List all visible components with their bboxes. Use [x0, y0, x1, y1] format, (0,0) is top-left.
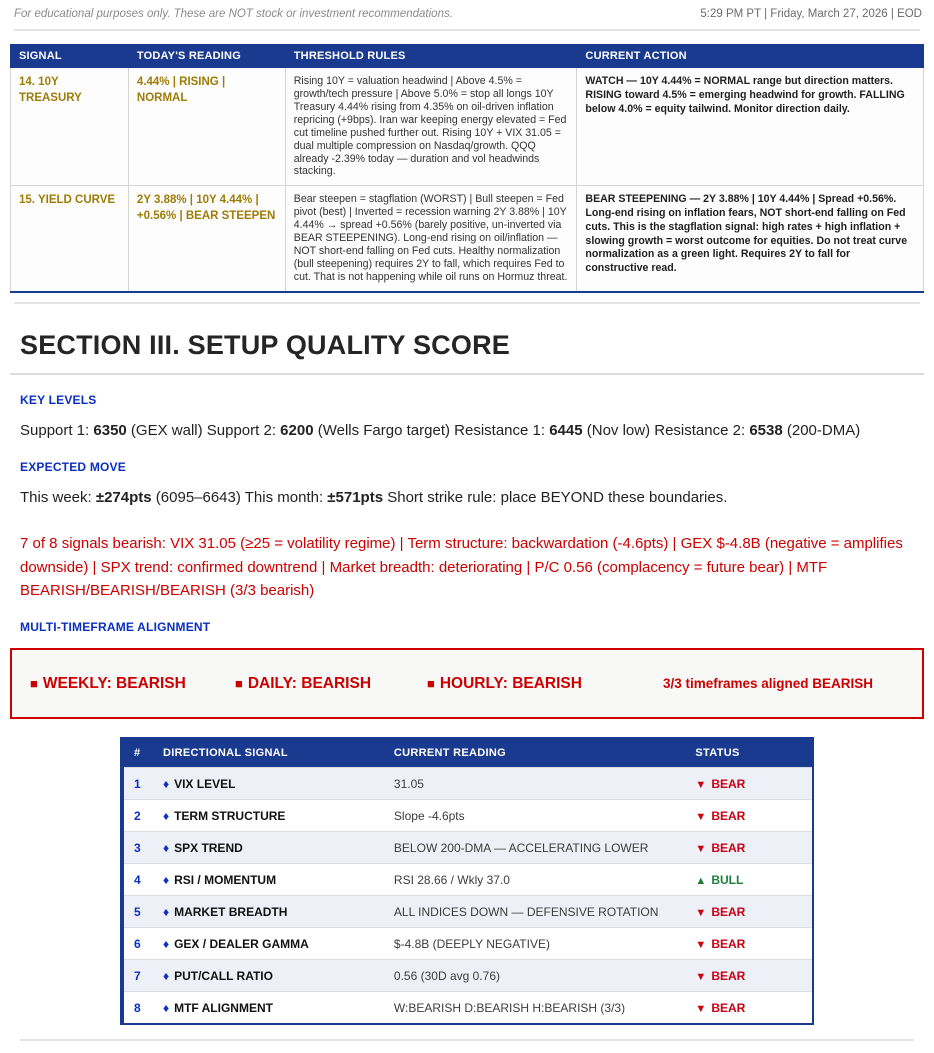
down-arrow-icon: ▼ [695, 1002, 707, 1015]
directional-table-section [120, 737, 814, 1025]
signal-reading: 4.44% | RISING | NORMAL [128, 68, 285, 186]
table-row [122, 864, 813, 896]
signal-action: WATCH — 10Y 4.44% = NORMAL range but direction matters. RISING toward 4.5% = emerging headwind for growth. FALLING below 4.0% = equity tailwind. Monitor direction daily. [577, 68, 924, 186]
diamond-icon: ♦ [162, 936, 170, 951]
signal-action: BEAR STEEPENING — 2Y 3.88% | 10Y 4.44% | Spread +0.56%. Long-end rising on inflation fears, NOT short-end falling on Fed cuts. This is the stagflation signal: high rates + high inflation + slowing growth = worst outcome for equities. Do not treat curve normalization as a green light. Requires 2Y to fall for constructive read. [577, 186, 924, 292]
bearish-signals-summary: 7 of 8 signals bearish: VIX 31.05 (≥25 = volatility regime) | Term structure: backwardation (-4.6pts) | GEX $-4.8B (negative = amplifies downside) | SPX trend: confirmed downtrend | Market breadth: deteriorating | P/C 0.56 (complacency = future bear) | MTF BEARISH/BEARISH/BEARISH (3/3 bearish) [20, 535, 903, 599]
status-badge: ▼ BEAR [685, 896, 813, 928]
row-number: 8 [122, 992, 153, 1024]
row-number: 2 [122, 800, 153, 832]
signal-name: ♦ RSI / MOMENTUM [153, 864, 384, 896]
col-header-current-action: CURRENT ACTION [577, 45, 924, 68]
row-number: 3 [122, 832, 153, 864]
section-divider [14, 302, 920, 304]
disclaimer-text: For educational purposes only. These are NOT stock or investment recommendations. [14, 8, 453, 20]
col-header-status: STATUS [685, 738, 813, 768]
signal-current-reading: $-4.8B (DEEPLY NEGATIVE) [384, 928, 686, 960]
table-row [122, 768, 813, 800]
expected-move-line: This week: ±274pts (6095–6643) This month: ±571pts Short strike rule: place BEYOND these boundaries. [20, 488, 728, 506]
red-square-icon: ■ [235, 676, 243, 692]
signal-current-reading: RSI 28.66 / Wkly 37.0 [384, 864, 686, 896]
status-badge: ▼ BEAR [685, 992, 813, 1024]
row-number: 4 [122, 864, 153, 896]
down-arrow-icon: ▼ [695, 842, 707, 855]
signal-current-reading: 0.56 (30D avg 0.76) [384, 960, 686, 992]
page-title: SECTION III. SETUP QUALITY SCORE [20, 329, 510, 360]
mtf-alignment-box [10, 648, 924, 719]
status-badge: ▼ BEAR [685, 928, 813, 960]
key-levels-heading: KEY LEVELS [20, 392, 97, 407]
title-underline [10, 373, 924, 375]
mtf-heading: MULTI-TIMEFRAME ALIGNMENT [20, 620, 211, 635]
down-arrow-icon: ▼ [695, 938, 707, 951]
status-badge: ▼ BEAR [685, 768, 813, 800]
table-row [11, 68, 924, 186]
diamond-icon: ♦ [162, 1000, 170, 1015]
row-number: 6 [122, 928, 153, 960]
signal-name: ♦ TERM STRUCTURE [153, 800, 384, 832]
top-divider [14, 29, 920, 31]
mtf-hourly-label: HOURLY: BEARISH [439, 675, 582, 693]
expected-move-heading: EXPECTED MOVE [20, 459, 126, 474]
signal-name: ♦ MTF ALIGNMENT [153, 992, 384, 1024]
signal-name: ♦ GEX / DEALER GAMMA [153, 928, 384, 960]
table-row [122, 992, 813, 1024]
directional-table-header-row [122, 738, 813, 768]
signal-name: ♦ PUT/CALL RATIO [153, 960, 384, 992]
down-arrow-icon: ▼ [695, 906, 707, 919]
signal-name: 14. 10Y TREASURY [11, 68, 129, 186]
status-badge: ▼ BEAR [685, 800, 813, 832]
mtf-weekly-label: WEEKLY: BEARISH [42, 675, 186, 693]
top-meta-bar [0, 0, 934, 20]
signal-name: ♦ SPX TREND [153, 832, 384, 864]
diamond-icon: ♦ [162, 776, 170, 791]
signal-current-reading: 31.05 [384, 768, 686, 800]
timestamp-text: 5:29 PM PT | Friday, March 27, 2026 | EOD [700, 8, 922, 20]
mtf-summary: 3/3 timeframes aligned BEARISH [662, 676, 874, 692]
col-header-current-reading: CURRENT READING [384, 738, 686, 768]
status-badge: ▼ BEAR [685, 832, 813, 864]
diamond-icon: ♦ [162, 904, 170, 919]
table-row [122, 960, 813, 992]
table-row [122, 800, 813, 832]
signal-name: ♦ MARKET BREADTH [153, 896, 384, 928]
mtf-daily-label: DAILY: BEARISH [247, 675, 372, 693]
bottom-divider [20, 1039, 914, 1041]
col-header-todays-reading: TODAY'S READING [128, 45, 285, 68]
table-row [11, 186, 924, 292]
down-arrow-icon: ▼ [695, 970, 707, 983]
mtf-weekly-item [30, 672, 235, 695]
diamond-icon: ♦ [162, 840, 170, 855]
signal-rules: Rising 10Y = valuation headwind | Above 4.5% = growth/tech pressure | Above 5.0% = stop all longs 10Y Treasury 4.44% rising from 4.35% on oil-driven inflation repricing (+9bps). Iran war keeping energy elevated = Fed cut timeline pushed further out. Rising 10Y + VIX 31.05 = dual multiple compression on Nasdaq/growth. QQQ already -2.39% today — duration and vol headwinds stacking. [285, 68, 577, 186]
signal-current-reading: Slope -4.6pts [384, 800, 686, 832]
key-levels-line: Support 1: 6350 (GEX wall) Support 2: 6200 (Wells Fargo target) Resistance 1: 6445 (Nov low) Resistance 2: 6538 (200-DMA) [20, 421, 861, 439]
row-number: 7 [122, 960, 153, 992]
col-header-signal: SIGNAL [11, 45, 129, 68]
row-number: 1 [122, 768, 153, 800]
directional-table [120, 737, 814, 1025]
mtf-daily-item [235, 672, 427, 695]
signal-rules: Bear steepen = stagflation (WORST) | Bull steepen = Fed pivot (best) | Inverted = recession warning 2Y 3.88% | 10Y 4.44% → spread +0.56% (barely positive, un-inverted via BEAR STEEPENING). Long-end rising on oil/inflation — NOT short-end falling on Fed cuts. Healthy normalization (bull steepening) requires 2Y to fall, which requires Fed to cut. That is not happening while oil runs on Hormuz threat. [285, 186, 577, 292]
table-row [122, 928, 813, 960]
table-row [122, 896, 813, 928]
status-badge: ▲ BULL [685, 864, 813, 896]
mtf-hourly-item [427, 672, 632, 695]
col-header-number: # [122, 738, 153, 768]
diamond-icon: ♦ [162, 968, 170, 983]
signals-table-header-row [11, 45, 924, 68]
diamond-icon: ♦ [162, 808, 170, 823]
col-header-threshold-rules: THRESHOLD RULES [285, 45, 577, 68]
down-arrow-icon: ▼ [695, 810, 707, 823]
status-badge: ▼ BEAR [685, 960, 813, 992]
signal-current-reading: ALL INDICES DOWN — DEFENSIVE ROTATION [384, 896, 686, 928]
signal-name: 15. YIELD CURVE [11, 186, 129, 292]
diamond-icon: ♦ [162, 872, 170, 887]
row-number: 5 [122, 896, 153, 928]
down-arrow-icon: ▼ [695, 778, 707, 791]
signal-name: ♦ VIX LEVEL [153, 768, 384, 800]
red-square-icon: ■ [30, 676, 38, 692]
red-square-icon: ■ [427, 676, 435, 692]
signals-table-section [10, 44, 924, 293]
up-arrow-icon: ▲ [695, 874, 707, 887]
signal-reading: 2Y 3.88% | 10Y 4.44% | +0.56% | BEAR STEEPEN [128, 186, 285, 292]
table-row [122, 832, 813, 864]
signals-table [10, 44, 924, 293]
col-header-directional-signal: DIRECTIONAL SIGNAL [153, 738, 384, 768]
signal-current-reading: BELOW 200-DMA — ACCELERATING LOWER [384, 832, 686, 864]
signal-current-reading: W:BEARISH D:BEARISH H:BEARISH (3/3) [384, 992, 686, 1024]
